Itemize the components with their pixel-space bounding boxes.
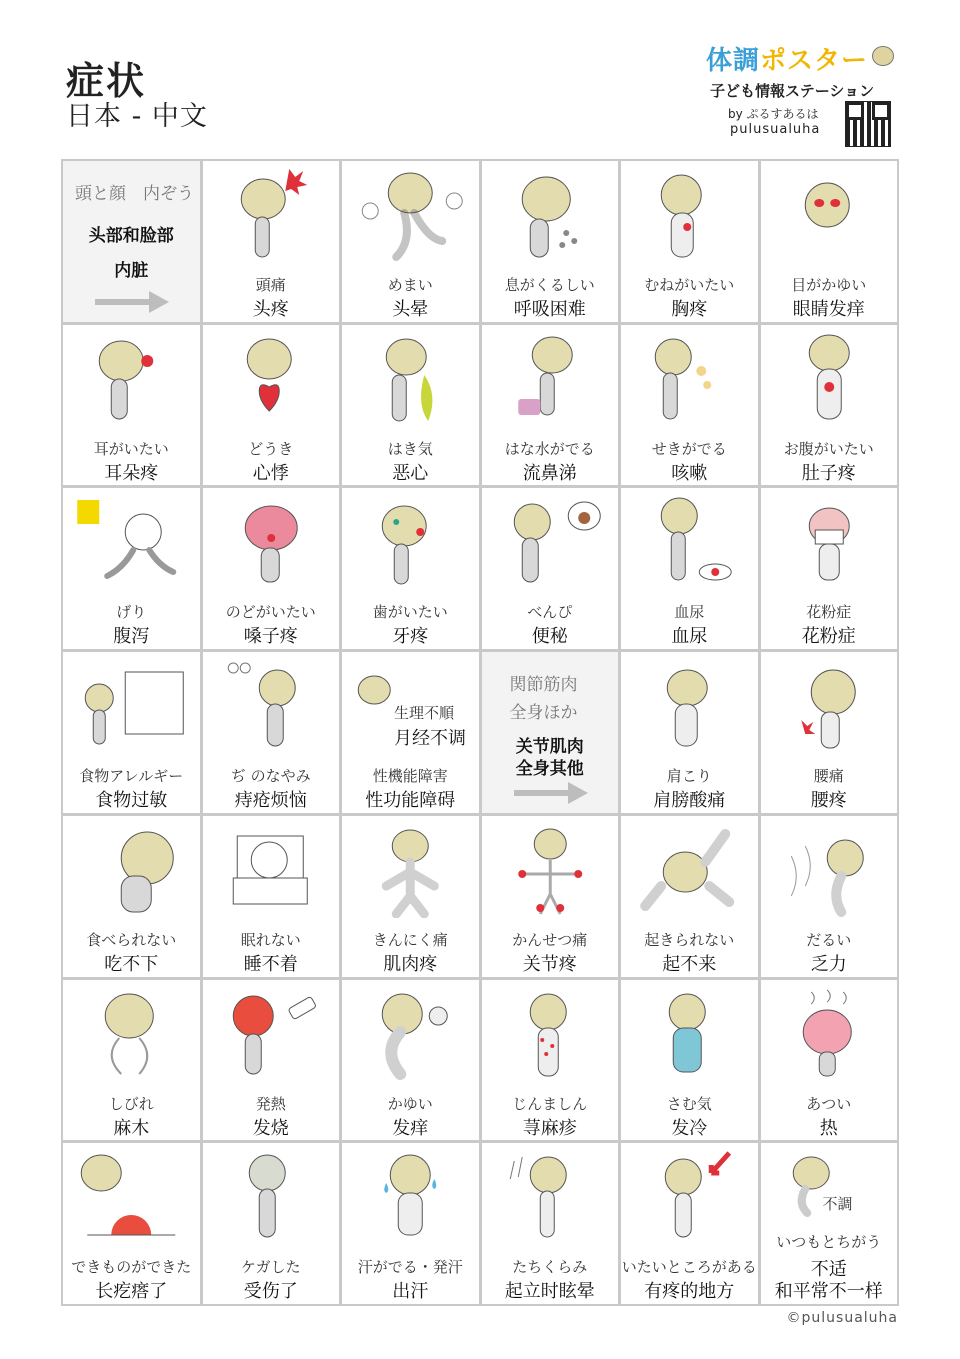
symptom-cell-palpitation[interactable] — [203, 325, 340, 486]
symptom-zh: 花粉症 — [801, 626, 856, 648]
symptom-jp: げり — [116, 603, 147, 622]
symptom-zh: 眼睛发痒 — [792, 299, 865, 320]
section-body-zh-1: 关节肌肉 — [515, 737, 584, 758]
symptom-cell-stiff-shoulders[interactable] — [621, 652, 758, 813]
symptom-jp: 息がくるしい — [504, 276, 595, 294]
cough-illustration — [621, 325, 758, 427]
symptom-zh: 出汗 — [392, 1281, 429, 1303]
fatigue-illustration — [761, 816, 898, 918]
symptom-jp: のどがいたい — [225, 603, 316, 622]
mascot-icon — [872, 46, 894, 66]
symptom-cell-chills[interactable] — [621, 980, 758, 1141]
discomfort-jp: 不調 — [822, 1195, 853, 1214]
symptom-zh: 有疼的地方 — [644, 1281, 735, 1303]
symptom-cell-breathing[interactable] — [482, 161, 619, 322]
symptom-cell-food-allergy[interactable] — [63, 652, 200, 813]
fever-illustration — [203, 980, 340, 1082]
symptom-zh: 吃不下 — [104, 953, 159, 975]
symptom-jp: せきがでる — [651, 439, 727, 458]
cannot-get-up-illustration — [621, 816, 758, 918]
hot-illustration — [761, 980, 898, 1082]
numbness-illustration — [63, 980, 200, 1082]
symptom-cell-back-pain[interactable] — [761, 652, 898, 813]
symptom-cell-muscle-pain[interactable] — [342, 816, 479, 977]
discomfort-zh: 不适 — [810, 1259, 847, 1281]
symptom-zh: 恶心 — [392, 462, 429, 484]
symptom-cell-toothache[interactable] — [342, 488, 479, 649]
arrow-right-icon — [514, 780, 588, 806]
symptom-cell-chest-pain[interactable] — [621, 161, 758, 322]
symptom-cell-cough[interactable] — [621, 325, 758, 486]
hay-fever-illustration — [761, 488, 898, 590]
symptom-cell-hives[interactable] — [482, 980, 619, 1141]
muscle-pain-illustration — [342, 816, 479, 918]
symptom-cell-hot[interactable] — [761, 980, 898, 1141]
symptom-zh: 起立时眩晕 — [504, 1281, 595, 1303]
symptom-jp: 血尿 — [674, 603, 705, 622]
symptom-jp: かんせつ痛 — [512, 930, 588, 949]
brand-title-part1: 体調 — [706, 46, 761, 76]
symptom-cell-cannot-get-up[interactable] — [621, 816, 758, 977]
lump-illustration — [63, 1143, 200, 1245]
hemorrhoids-illustration — [203, 652, 340, 754]
symptom-cell-sweating[interactable] — [342, 1143, 479, 1304]
joint-pain-illustration — [482, 816, 619, 918]
symptom-cell-stomachache[interactable] — [761, 325, 898, 486]
brand-title — [706, 40, 868, 77]
chest-pain-illustration — [621, 161, 758, 263]
hives-illustration — [482, 980, 619, 1082]
symptom-cell-joint-pain[interactable] — [482, 816, 619, 977]
symptom-jp: さむ気 — [666, 1094, 712, 1113]
symptom-jp: いつもとちがう — [776, 1233, 882, 1252]
symptom-zh: 睡不着 — [243, 953, 298, 975]
symptom-cell-fever[interactable] — [203, 980, 340, 1141]
symptom-jp: たちくらみ — [512, 1258, 588, 1277]
toothache-illustration — [342, 488, 479, 590]
brand-roman: pulusualuha — [730, 122, 821, 137]
brand-by: by ぷるすあるは — [728, 107, 819, 121]
brand-title-part2: ポスター — [760, 46, 869, 76]
symptom-zh: 食物过敏 — [95, 790, 168, 812]
cannot-eat-illustration — [63, 816, 200, 918]
injury-illustration — [203, 1143, 340, 1245]
section-head-body — [482, 652, 619, 813]
symptom-cell-constipation[interactable] — [482, 488, 619, 649]
symptom-jp: 耳がいたい — [93, 439, 169, 458]
section-head-jp: 頭と顔 内ぞう — [75, 184, 194, 204]
symptom-jp: べんぴ — [527, 603, 573, 622]
symptom-jp: 花粉症 — [806, 603, 852, 622]
symptom-zh: 耳朵疼 — [104, 462, 159, 484]
brand-block — [700, 40, 900, 150]
qr-code-icon[interactable] — [846, 102, 890, 146]
symptom-zh: 牙疼 — [392, 626, 429, 648]
breathing-illustration — [482, 161, 619, 263]
symptom-zh: 发痒 — [392, 1117, 429, 1139]
symptom-jp: だるい — [806, 930, 852, 949]
symptom-zh: 咳嗽 — [671, 462, 708, 484]
symptom-cell-numbness[interactable] — [63, 980, 200, 1141]
section-head-zh-2: 内脏 — [114, 261, 149, 281]
earache-illustration — [63, 325, 200, 427]
symptom-zh: 性功能障碍 — [365, 790, 456, 812]
symptom-zh: 腹泻 — [113, 626, 150, 648]
symptom-jp: できものができた — [71, 1258, 192, 1277]
symptom-cell-lump[interactable] — [63, 1143, 200, 1304]
symptom-zh: 热 — [819, 1117, 838, 1139]
sore-throat-illustration — [203, 488, 340, 590]
symptom-zh: 长疙瘩了 — [95, 1281, 168, 1303]
symptom-cell-dizziness[interactable] — [342, 161, 479, 322]
section-body-jp-2: 全身ほか — [509, 703, 578, 724]
menstrual-jp: 生理不順 — [394, 704, 455, 723]
symptom-jp: 発熱 — [255, 1094, 286, 1113]
constipation-illustration — [482, 488, 619, 590]
symptom-cell-hay-fever[interactable] — [761, 488, 898, 649]
symptom-cell-itchy[interactable] — [342, 980, 479, 1141]
symptom-jp: むねがいたい — [644, 276, 735, 294]
symptom-jp: お腹がいたい — [783, 439, 874, 458]
symptom-zh: 关节疼 — [522, 953, 577, 975]
symptom-zh: 发烧 — [252, 1117, 289, 1139]
runny-nose-illustration — [482, 325, 619, 427]
symptom-jp: 食物アレルギー — [79, 767, 184, 786]
symptom-zh: 麻木 — [113, 1117, 150, 1139]
stiff-shoulders-illustration — [621, 652, 758, 754]
menstrual-zh: 月经不调 — [394, 728, 466, 750]
symptom-jp: はき気 — [387, 439, 433, 458]
symptom-jp: ぢ のなやみ — [230, 767, 311, 786]
symptom-jp: じんましん — [512, 1094, 588, 1113]
symptom-zh: 和平常不一样 — [774, 1281, 883, 1303]
section-head-zh-1: 头部和脸部 — [88, 226, 174, 246]
symptom-zh: 肚子疼 — [801, 462, 856, 484]
diarrhea-illustration — [63, 488, 200, 590]
stomachache-illustration — [761, 325, 898, 427]
symptom-jp: 食べられない — [86, 930, 177, 949]
symptom-cell-cannot-sleep[interactable] — [203, 816, 340, 977]
chills-illustration — [621, 980, 758, 1082]
symptom-jp: めまい — [387, 276, 433, 294]
sweating-illustration — [342, 1143, 479, 1245]
brand-subtitle: 子ども情報ステーション — [710, 82, 875, 100]
symptom-cell-injury[interactable] — [203, 1143, 340, 1304]
headache-illustration — [203, 161, 340, 263]
symptom-zh: 起不来 — [662, 953, 717, 975]
symptom-zh: 流鼻涕 — [522, 462, 577, 484]
palpitation-illustration — [203, 325, 340, 427]
symptom-jp: 汗がでる・発汗 — [357, 1258, 463, 1277]
symptom-cell-cannot-eat[interactable] — [63, 816, 200, 977]
symptom-jp: どうき — [248, 439, 294, 458]
food-allergy-illustration — [63, 652, 200, 754]
symptom-jp: 肩こり — [666, 767, 712, 786]
symptom-jp: きんにく痛 — [372, 930, 448, 949]
page-title: 症状 — [66, 59, 147, 103]
back-pain-illustration — [761, 652, 898, 754]
symptom-cell-hemorrhoids[interactable] — [203, 652, 340, 813]
symptom-zh: 受伤了 — [243, 1281, 298, 1303]
symptom-zh: 便秘 — [531, 626, 568, 648]
cannot-sleep-illustration — [203, 816, 340, 918]
nausea-illustration — [342, 325, 479, 427]
symptom-jp: ケガした — [240, 1258, 301, 1277]
symptom-jp: はな水がでる — [504, 439, 595, 458]
symptom-zh: 腰疼 — [810, 790, 847, 812]
section-body-jp-1: 関節筋肉 — [509, 675, 578, 696]
symptom-jp: 歯がいたい — [372, 603, 448, 622]
symptom-zh: 痔疮烦恼 — [234, 790, 307, 812]
symptom-jp: 起きられない — [644, 930, 735, 949]
symptom-grid — [61, 159, 899, 1306]
symptom-jp: あつい — [806, 1094, 852, 1113]
symptom-cell-fatigue[interactable] — [761, 816, 898, 977]
symptom-zh: 乏力 — [810, 953, 847, 975]
symptom-cell-earache[interactable] — [63, 325, 200, 486]
itchy-illustration — [342, 980, 479, 1082]
symptom-jp: かゆい — [387, 1094, 433, 1113]
symptom-jp: いたいところがある — [621, 1258, 757, 1277]
lightheaded-illustration — [482, 1143, 619, 1245]
symptom-cell-nausea[interactable] — [342, 325, 479, 486]
symptom-jp: しびれ — [108, 1094, 154, 1113]
itchy-eyes-illustration — [761, 161, 898, 263]
hematuria-illustration — [621, 488, 758, 590]
copyright: ©pulusualuha — [786, 1310, 898, 1326]
symptom-zh: 胸疼 — [671, 299, 708, 320]
symptom-jp: 性機能障害 — [372, 767, 448, 786]
symptom-jp: 眠れない — [240, 930, 301, 949]
symptom-zh: 荨麻疹 — [522, 1117, 577, 1139]
symptom-jp: 腰痛 — [813, 767, 844, 786]
symptom-zh: 发冷 — [671, 1117, 708, 1139]
symptom-cell-sore-throat[interactable] — [203, 488, 340, 649]
arrow-right-icon — [95, 289, 169, 315]
symptom-cell-menstrual-sexual[interactable] — [342, 652, 479, 813]
symptom-jp: 目がかゆい — [791, 276, 867, 294]
symptom-cell-itchy-eyes[interactable] — [761, 161, 898, 322]
symptom-cell-painful-spot[interactable] — [621, 1143, 758, 1304]
symptom-cell-headache[interactable] — [203, 161, 340, 322]
symptom-zh: 肌肉疼 — [383, 953, 438, 975]
painful-spot-illustration — [621, 1143, 758, 1245]
dizziness-illustration — [342, 161, 479, 263]
symptom-zh: 肩膀酸痛 — [653, 790, 726, 812]
page-subtitle: 日本 - 中文 — [66, 101, 208, 132]
section-body-zh-2: 全身其他 — [515, 759, 584, 780]
symptom-zh: 头疼 — [252, 299, 289, 320]
symptom-zh: 血尿 — [671, 626, 708, 648]
symptom-zh: 呼吸困难 — [513, 299, 586, 320]
symptom-cell-unwell[interactable] — [761, 1143, 898, 1304]
symptom-cell-hematuria[interactable] — [621, 488, 758, 649]
symptom-zh: 头晕 — [392, 299, 429, 320]
symptom-zh: 嗓子疼 — [243, 626, 298, 648]
symptom-zh: 心悸 — [252, 462, 289, 484]
symptom-jp: 頭痛 — [255, 276, 286, 294]
symptom-cell-diarrhea[interactable] — [63, 488, 200, 649]
symptom-cell-lightheaded[interactable] — [482, 1143, 619, 1304]
symptom-cell-runny-nose[interactable] — [482, 325, 619, 486]
section-head-face-organs — [63, 161, 200, 322]
